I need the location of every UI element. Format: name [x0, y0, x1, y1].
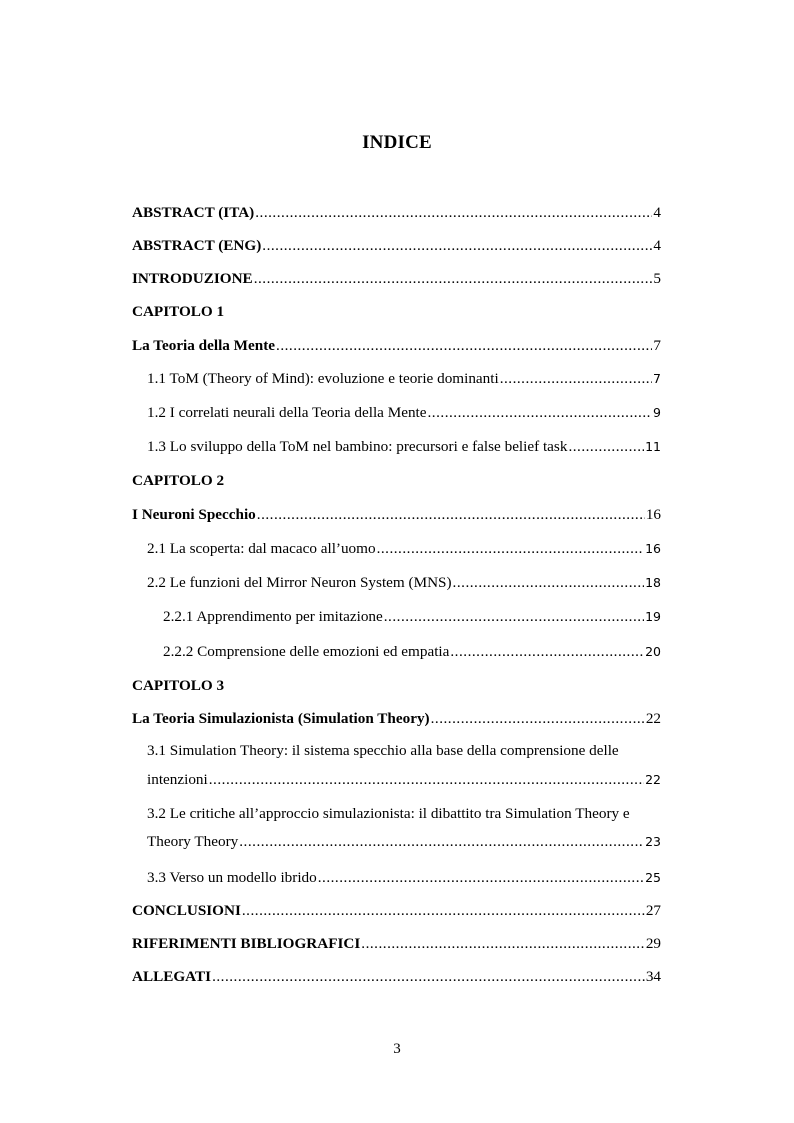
- toc-entry-label: intenzioni: [147, 771, 208, 788]
- dot-leader: [384, 606, 644, 628]
- toc-entry-label: 2.1 La scoperta: dal macaco all’uomo: [147, 540, 376, 557]
- dot-leader: [257, 504, 645, 526]
- toc-entry-3-1-line-2[interactable]: [147, 769, 661, 791]
- toc-entry-2-2-2[interactable]: [163, 641, 661, 663]
- dot-leader: [209, 769, 644, 791]
- toc-entry-label: 2.2 Le funzioni del Mirror Neuron System (MNS): [147, 574, 452, 591]
- toc-entry-page: 25: [645, 870, 661, 885]
- dot-leader: [431, 708, 645, 730]
- toc-entry-3-1-line-1[interactable]: [147, 740, 661, 762]
- toc-entry-page: 7: [653, 337, 661, 354]
- toc-entry-label: 1.3 Lo sviluppo della ToM nel bambino: precursori e false belief task: [147, 438, 568, 455]
- dot-leader: [500, 368, 652, 390]
- toc-entry-label: 1.2 I correlati neurali della Teoria della Mente: [147, 404, 427, 421]
- toc-entry-label: CAPITOLO 1: [132, 303, 225, 320]
- toc-entry-label: 1.1 ToM (Theory of Mind): evoluzione e teorie dominanti: [147, 370, 499, 387]
- toc-entry-label: La Teoria della Mente: [132, 337, 276, 354]
- dot-leader: [276, 335, 652, 357]
- toc-entry-label: ABSTRACT (ENG): [132, 237, 262, 254]
- toc-entry-label: CAPITOLO 2: [132, 472, 225, 489]
- toc-entry-2-2-1[interactable]: [163, 606, 661, 628]
- toc-entry-page: 5: [653, 270, 661, 287]
- dot-leader: [377, 538, 645, 560]
- toc-entry-label: 3.2 Le critiche all’approccio simulazionista: il dibattito tra Simulation Theory e: [147, 805, 630, 822]
- toc-entry-3-2-line-1[interactable]: [147, 803, 661, 825]
- dot-leader: [262, 235, 652, 257]
- toc-entry-page: 29: [645, 935, 661, 952]
- toc-entry-label: Theory Theory: [147, 833, 239, 850]
- toc-entry-label: INTRODUZIONE: [132, 270, 253, 287]
- toc-entry-3-2-line-2[interactable]: [147, 831, 661, 853]
- toc-entry-label: La Teoria Simulazionista (Simulation Theory): [132, 710, 430, 727]
- toc-entry-label: 3.3 Verso un modello ibrido: [147, 869, 317, 886]
- toc-entry-label: ALLEGATI: [132, 968, 212, 985]
- toc-entry-label: 2.2.2 Comprensione delle emozioni ed empatia: [163, 643, 450, 660]
- page-title: INDICE: [362, 132, 432, 153]
- toc-entry-page: 9: [653, 405, 661, 420]
- toc-entry-2-1[interactable]: [147, 538, 661, 560]
- dot-leader: [318, 867, 644, 889]
- toc-entry-label: CAPITOLO 3: [132, 677, 225, 694]
- dot-leader: [450, 641, 644, 663]
- toc-chapter-heading-1: [132, 301, 224, 323]
- toc-entry-label: ABSTRACT (ITA): [132, 204, 255, 221]
- toc-entry-1-2[interactable]: [147, 402, 661, 424]
- toc-entry-page: 4: [653, 204, 661, 221]
- dot-leader: [254, 268, 653, 290]
- toc-entry-page: 27: [645, 902, 661, 919]
- toc-entry-neuroni-specchio[interactable]: [132, 504, 661, 526]
- dot-leader: [242, 900, 645, 922]
- toc-entry-label: 2.2.1 Apprendimento per imitazione: [163, 608, 383, 625]
- toc-entry-label: 3.1 Simulation Theory: il sistema specchio alla base della comprensione delle: [147, 742, 619, 759]
- toc-entry-riferimenti[interactable]: [132, 933, 661, 955]
- toc-entry-page: 16: [645, 506, 661, 523]
- toc-entry-teoria-simulazionista[interactable]: [132, 708, 661, 730]
- toc-entry-page: 4: [653, 237, 661, 254]
- dot-leader: [212, 966, 645, 988]
- dot-leader: [361, 933, 645, 955]
- toc-entry-label: RIFERIMENTI BIBLIOGRAFICI: [132, 935, 361, 952]
- toc-chapter-heading-2: [132, 470, 224, 492]
- page-number: 3: [393, 1041, 401, 1057]
- toc-entry-abstract-ita[interactable]: [132, 202, 661, 224]
- toc-entry-allegati[interactable]: [132, 966, 661, 988]
- dot-leader: [428, 402, 653, 424]
- toc-entry-page: 19: [645, 609, 661, 624]
- toc-entry-conclusioni[interactable]: [132, 900, 661, 922]
- dot-leader: [568, 436, 644, 458]
- toc-entry-teoria-della-mente[interactable]: [132, 335, 661, 357]
- toc-entry-3-3[interactable]: [147, 867, 661, 889]
- toc-entry-page: 7: [653, 371, 661, 386]
- toc-entry-abstract-eng[interactable]: [132, 235, 661, 257]
- toc-entry-page: 22: [645, 710, 661, 727]
- toc-entry-1-3[interactable]: [147, 436, 661, 458]
- toc-entry-1-1[interactable]: [147, 368, 661, 390]
- toc-entry-page: 11: [645, 439, 661, 454]
- toc-chapter-heading-3: [132, 675, 224, 697]
- toc-entry-page: 34: [645, 968, 661, 985]
- dot-leader: [239, 831, 644, 853]
- toc-entry-page: 16: [645, 541, 661, 556]
- toc-entry-introduzione[interactable]: [132, 268, 661, 290]
- toc-entry-2-2[interactable]: [147, 572, 661, 594]
- toc-entry-page: 22: [645, 772, 661, 787]
- toc-entry-page: 20: [645, 644, 661, 659]
- dot-leader: [255, 202, 652, 224]
- dot-leader: [453, 572, 645, 594]
- toc-entry-label: I Neuroni Specchio: [132, 506, 256, 523]
- toc-entry-page: 23: [645, 834, 661, 849]
- toc-entry-label: CONCLUSIONI: [132, 902, 241, 919]
- toc-entry-page: 18: [645, 575, 661, 590]
